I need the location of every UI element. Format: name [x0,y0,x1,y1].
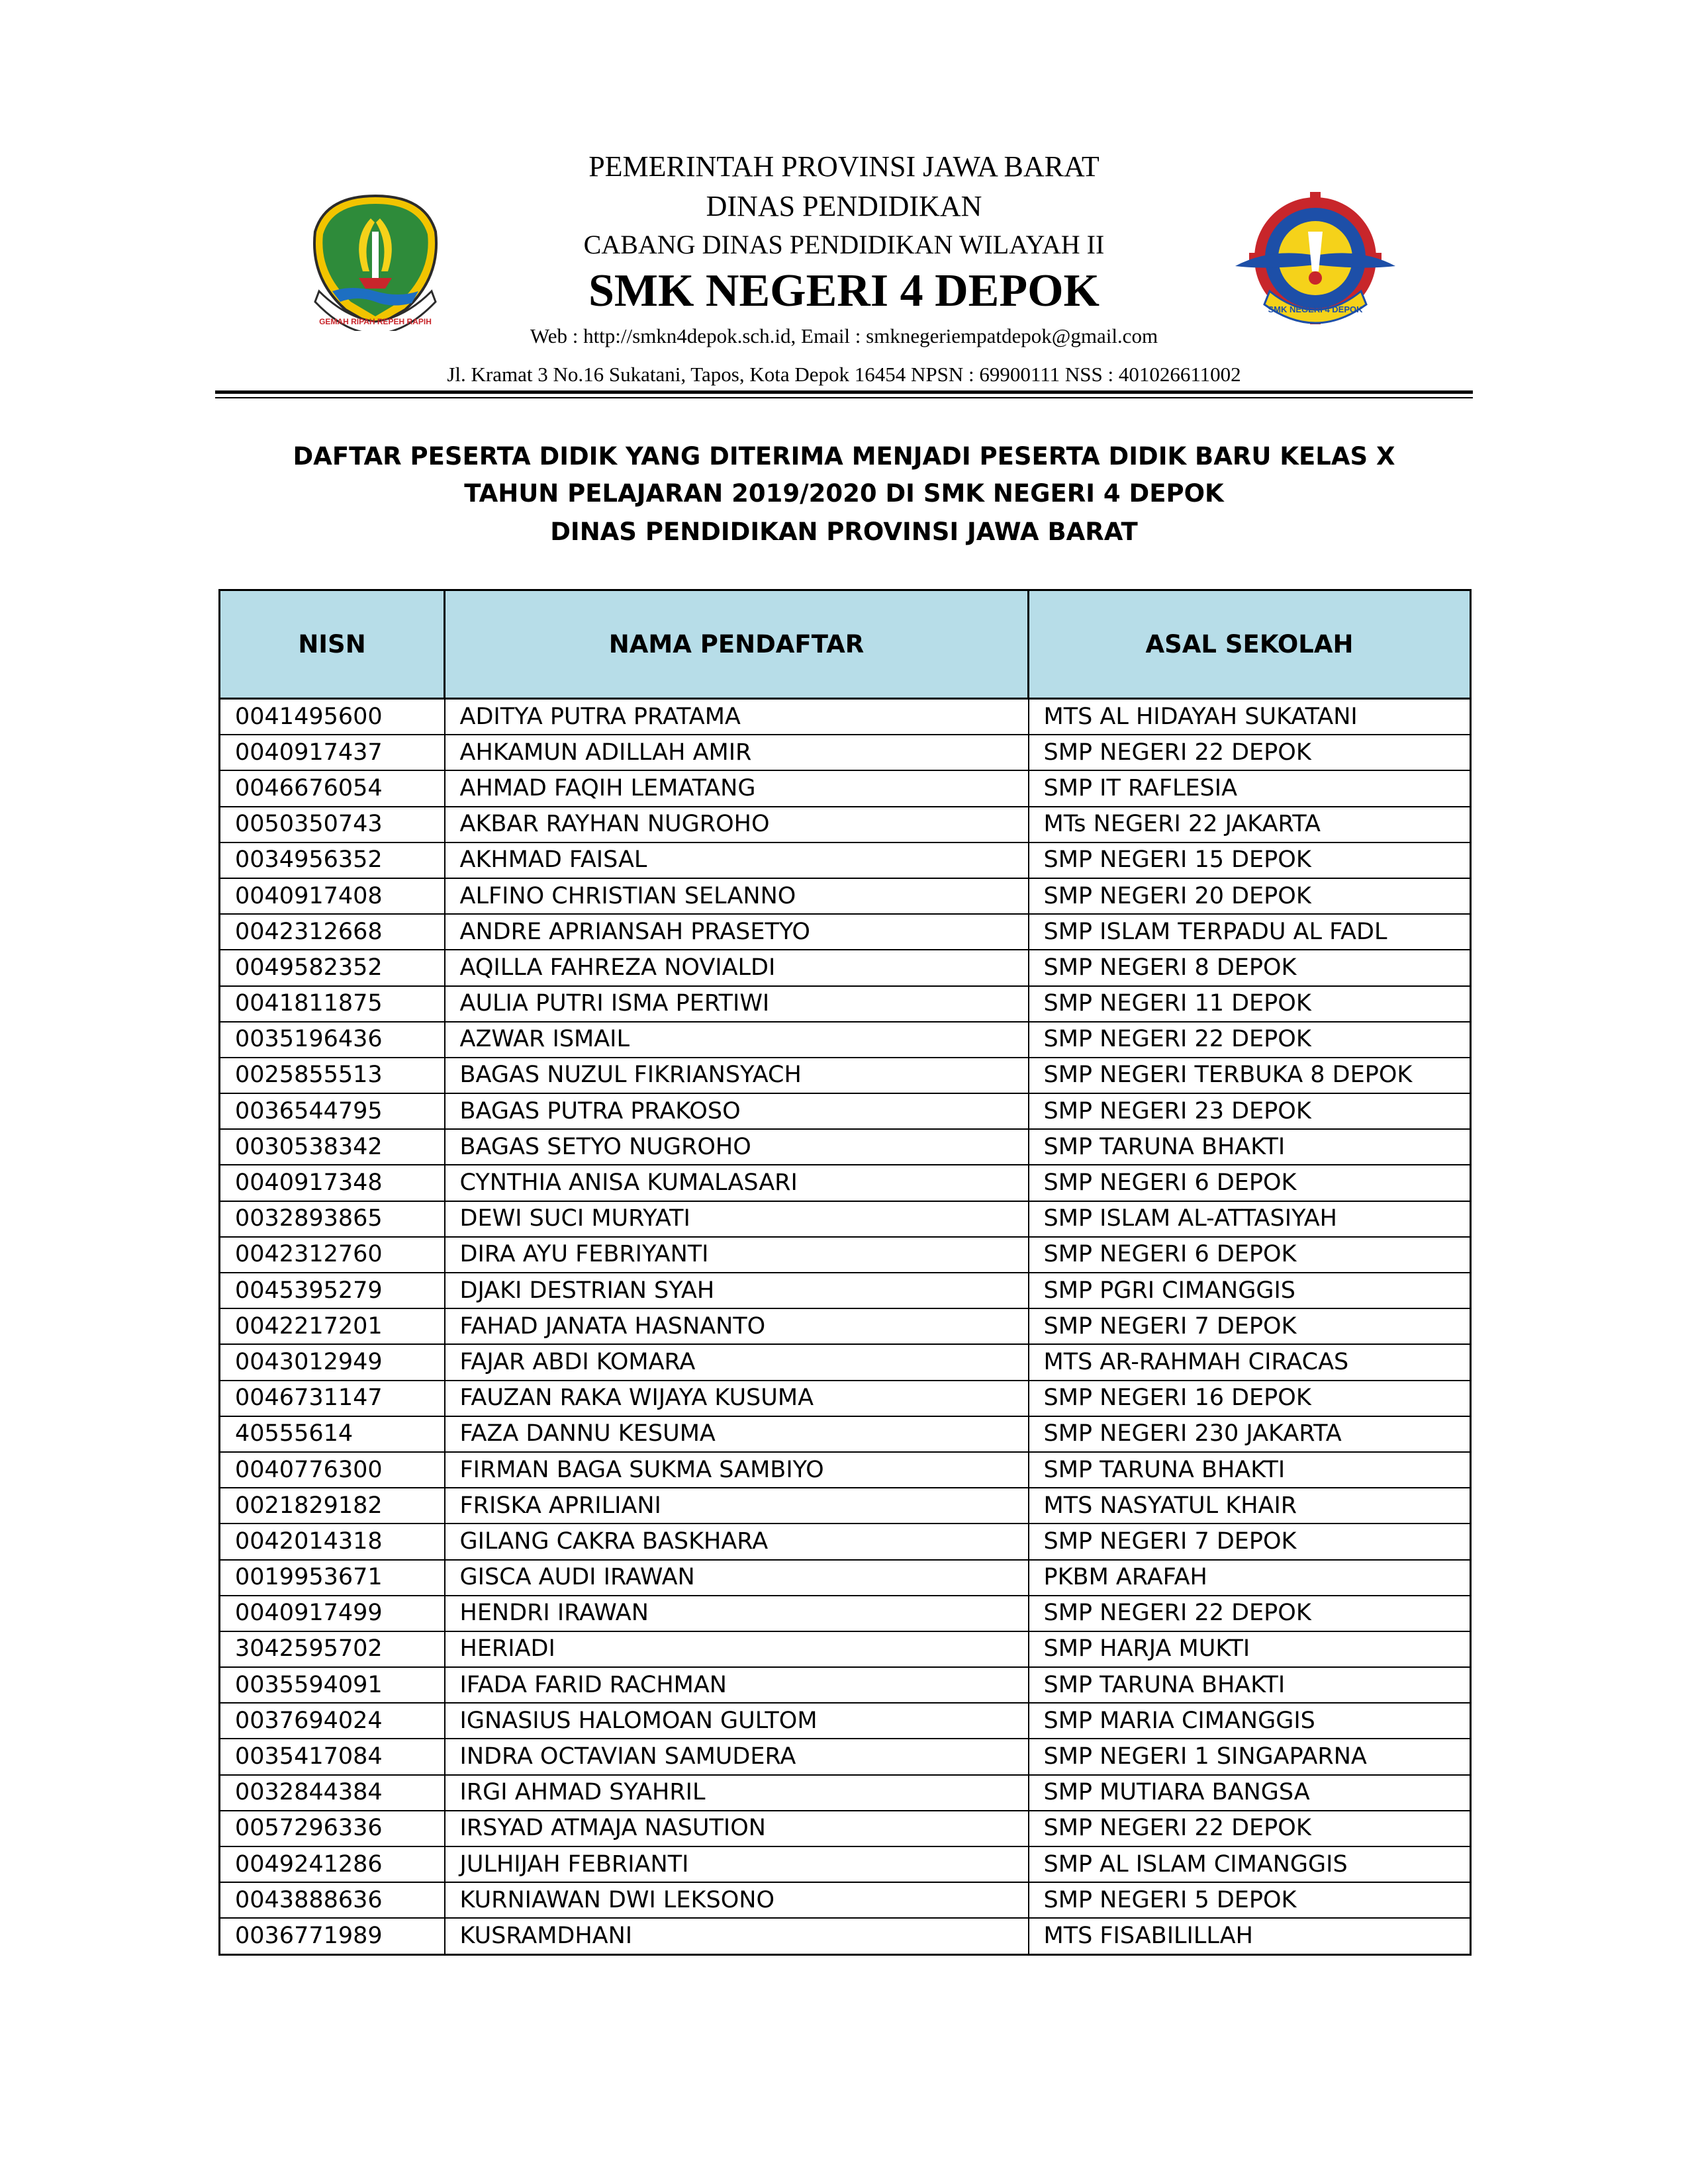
nisn-cell: 0025855513 [220,1058,445,1093]
student-name-cell: IFADA FARID RACHMAN [445,1667,1029,1703]
student-name-cell: DIRA AYU FEBRIYANTI [445,1237,1029,1273]
student-name-cell: CYNTHIA ANISA KUMALASARI [445,1165,1029,1201]
student-name-cell: IRSYAD ATMAJA NASUTION [445,1811,1029,1846]
origin-school-cell: SMP NEGERI 230 JAKARTA [1029,1416,1471,1452]
table-row [220,1846,1471,1882]
document-title-line-2: TAHUN PELAJARAN 2019/2020 DI SMK NEGERI 4 DEPOK [464,479,1224,508]
letterhead-school-name: SMK NEGERI 4 DEPOK [588,265,1100,316]
origin-school-cell: SMP NEGERI 22 DEPOK [1029,1596,1471,1631]
nisn-cell: 0040776300 [220,1452,445,1488]
student-name-cell: GISCA AUDI IRAWAN [445,1560,1029,1596]
left-logo-text: GEMAH RIPAH REPEH RAPIH [319,317,432,326]
letterhead-government: PEMERINTAH PROVINSI JAWA BARAT [588,150,1100,183]
student-name-cell: ALFINO CHRISTIAN SELANNO [445,878,1029,914]
nisn-cell: 0057296336 [220,1811,445,1846]
table-row [220,1201,1471,1237]
nisn-cell: 0046676054 [220,770,445,806]
letterhead-agency: DINAS PENDIDIKAN [706,190,982,222]
table-row [220,770,1471,806]
origin-school-cell: SMP TARUNA BHAKTI [1029,1129,1471,1165]
student-name-cell: INDRA OCTAVIAN SAMUDERA [445,1739,1029,1774]
nisn-cell: 0034956352 [220,842,445,878]
student-name-cell: HENDRI IRAWAN [445,1596,1029,1631]
table-row [220,1165,1471,1201]
origin-school-cell: PKBM ARAFAH [1029,1560,1471,1596]
table-row [220,1058,1471,1093]
origin-school-cell: MTS FISABILILLAH [1029,1918,1471,1954]
column-header-nisn: NISN [220,590,445,699]
origin-school-cell: MTs NEGERI 22 JAKARTA [1029,807,1471,842]
student-name-cell: FAJAR ABDI KOMARA [445,1344,1029,1380]
table-row [220,1667,1471,1703]
student-name-cell: FAUZAN RAKA WIJAYA KUSUMA [445,1381,1029,1416]
student-name-cell: BAGAS SETYO NUGROHO [445,1129,1029,1165]
nisn-cell: 0049241286 [220,1846,445,1882]
table-row [220,1273,1471,1308]
table-row [220,1524,1471,1559]
nisn-cell: 0021829182 [220,1488,445,1524]
origin-school-cell: SMP NEGERI 1 SINGAPARNA [1029,1739,1471,1774]
table-row [220,1882,1471,1918]
nisn-cell: 0035594091 [220,1667,445,1703]
document-title-line-3: DINAS PENDIDIKAN PROVINSI JAWA BARAT [550,518,1138,546]
origin-school-cell: MTS AR-RAHMAH CIRACAS [1029,1344,1471,1380]
table-row [220,1416,1471,1452]
student-name-cell: KUSRAMDHANI [445,1918,1029,1954]
letterhead-address: Jl. Kramat 3 No.16 Sukatani, Tapos, Kota Depok 16454 NPSN : 69900111 NSS : 401026611002 [447,363,1241,386]
student-name-cell: HERIADI [445,1631,1029,1667]
table-row [220,986,1471,1022]
origin-school-cell: SMP MARIA CIMANGGIS [1029,1703,1471,1739]
student-name-cell: AHMAD FAQIH LEMATANG [445,770,1029,806]
nisn-cell: 3042595702 [220,1631,445,1667]
nisn-cell: 0032893865 [220,1201,445,1237]
origin-school-cell: SMP NEGERI 7 DEPOK [1029,1524,1471,1559]
nisn-cell: 0049582352 [220,950,445,985]
table-row [220,1811,1471,1846]
nisn-cell: 0036544795 [220,1093,445,1129]
table-row [220,1237,1471,1273]
nisn-cell: 0043888636 [220,1882,445,1918]
student-name-cell: AULIA PUTRI ISMA PERTIWI [445,986,1029,1022]
student-name-cell: ADITYA PUTRA PRATAMA [445,699,1029,735]
student-name-cell: AKHMAD FAISAL [445,842,1029,878]
student-name-cell: FAHAD JANATA HASNANTO [445,1308,1029,1344]
table-row [220,1560,1471,1596]
student-name-cell: KURNIAWAN DWI LEKSONO [445,1882,1029,1918]
table-row [220,1381,1471,1416]
origin-school-cell: SMP IT RAFLESIA [1029,770,1471,806]
right-logo-text: SMK NEGERI 4 DEPOK [1268,304,1363,314]
table-row [220,1344,1471,1380]
origin-school-cell: SMP ISLAM TERPADU AL FADL [1029,914,1471,950]
nisn-cell: 0032844384 [220,1775,445,1811]
table-row [220,842,1471,878]
nisn-cell: 0037694024 [220,1703,445,1739]
origin-school-cell: MTS AL HIDAYAH SUKATANI [1029,699,1471,735]
student-name-cell: FAZA DANNU KESUMA [445,1416,1029,1452]
nisn-cell: 0040917348 [220,1165,445,1201]
origin-school-cell: SMP PGRI CIMANGGIS [1029,1273,1471,1308]
origin-school-cell: SMP ISLAM AL-ATTASIYAH [1029,1201,1471,1237]
table-row [220,699,1471,735]
student-list-table [218,589,1472,1956]
table-row [220,735,1471,770]
student-name-cell: AZWAR ISMAIL [445,1022,1029,1058]
table-row [220,1918,1471,1954]
letterhead-contact: Web : http://smkn4depok.sch.id, Email : smknegeriempatdepok@gmail.com [530,324,1158,347]
nisn-cell: 0050350743 [220,807,445,842]
table-row [220,914,1471,950]
student-name-cell: FIRMAN BAGA SUKMA SAMBIYO [445,1452,1029,1488]
table-row [220,1308,1471,1344]
nisn-cell: 0042312668 [220,914,445,950]
origin-school-cell: SMP TARUNA BHAKTI [1029,1452,1471,1488]
origin-school-cell: SMP MUTIARA BANGSA [1029,1775,1471,1811]
origin-school-cell: SMP TARUNA BHAKTI [1029,1667,1471,1703]
nisn-cell: 0042217201 [220,1308,445,1344]
table-row [220,1596,1471,1631]
nisn-cell: 0043012949 [220,1344,445,1380]
origin-school-cell: SMP NEGERI 11 DEPOK [1029,986,1471,1022]
nisn-cell: 0035417084 [220,1739,445,1774]
nisn-cell: 0040917437 [220,735,445,770]
origin-school-cell: SMP AL ISLAM CIMANGGIS [1029,1846,1471,1882]
table-row [220,1022,1471,1058]
document-title-line-1: DAFTAR PESERTA DIDIK YANG DITERIMA MENJADI PESERTA DIDIK BARU KELAS X [293,442,1395,471]
nisn-cell: 0041811875 [220,986,445,1022]
student-name-cell: AQILLA FAHREZA NOVIALDI [445,950,1029,985]
letterhead-divider-thick [215,390,1473,394]
letterhead-branch: CABANG DINAS PENDIDIKAN WILAYAH II [583,230,1105,259]
nisn-cell: 0042312760 [220,1237,445,1273]
nisn-cell: 0040917408 [220,878,445,914]
nisn-cell: 0042014318 [220,1524,445,1559]
student-name-cell: DEWI SUCI MURYATI [445,1201,1029,1237]
origin-school-cell: SMP NEGERI 22 DEPOK [1029,1022,1471,1058]
column-header-name: NAMA PENDAFTAR [445,590,1029,699]
student-name-cell: BAGAS NUZUL FIKRIANSYACH [445,1058,1029,1093]
table-row [220,1093,1471,1129]
origin-school-cell: SMP NEGERI 8 DEPOK [1029,950,1471,985]
table-row [220,950,1471,985]
origin-school-cell: SMP NEGERI 22 DEPOK [1029,735,1471,770]
letterhead [0,0,1688,410]
origin-school-cell: SMP NEGERI TERBUKA 8 DEPOK [1029,1058,1471,1093]
student-name-cell: IRGI AHMAD SYAHRIL [445,1775,1029,1811]
nisn-cell: 40555614 [220,1416,445,1452]
nisn-cell: 0041495600 [220,699,445,735]
table-row [220,1631,1471,1667]
origin-school-cell: SMP NEGERI 16 DEPOK [1029,1381,1471,1416]
table-header-row [220,590,1471,699]
student-name-cell: FRISKA APRILIANI [445,1488,1029,1524]
table-row [220,1452,1471,1488]
table-row [220,878,1471,914]
origin-school-cell: SMP NEGERI 23 DEPOK [1029,1093,1471,1129]
column-header-origin-school: ASAL SEKOLAH [1029,590,1471,699]
table-row [220,1488,1471,1524]
table-row [220,1775,1471,1811]
student-name-cell: IGNASIUS HALOMOAN GULTOM [445,1703,1029,1739]
nisn-cell: 0036771989 [220,1918,445,1954]
nisn-cell: 0019953671 [220,1560,445,1596]
origin-school-cell: SMP NEGERI 5 DEPOK [1029,1882,1471,1918]
table-row [220,1129,1471,1165]
student-name-cell: BAGAS PUTRA PRAKOSO [445,1093,1029,1129]
nisn-cell: 0035196436 [220,1022,445,1058]
student-name-cell: ANDRE APRIANSAH PRASETYO [445,914,1029,950]
origin-school-cell: SMP NEGERI 6 DEPOK [1029,1165,1471,1201]
student-name-cell: GILANG CAKRA BASKHARA [445,1524,1029,1559]
origin-school-cell: SMP HARJA MUKTI [1029,1631,1471,1667]
table-row [220,807,1471,842]
origin-school-cell: SMP NEGERI 15 DEPOK [1029,842,1471,878]
table-row [220,1703,1471,1739]
nisn-cell: 0030538342 [220,1129,445,1165]
letterhead-divider-thin [215,397,1473,398]
student-name-cell: JULHIJAH FEBRIANTI [445,1846,1029,1882]
nisn-cell: 0045395279 [220,1273,445,1308]
origin-school-cell: MTS NASYATUL KHAIR [1029,1488,1471,1524]
student-name-cell: DJAKI DESTRIAN SYAH [445,1273,1029,1308]
nisn-cell: 0040917499 [220,1596,445,1631]
origin-school-cell: SMP NEGERI 7 DEPOK [1029,1308,1471,1344]
nisn-cell: 0046731147 [220,1381,445,1416]
table-row [220,1739,1471,1774]
student-name-cell: AHKAMUN ADILLAH AMIR [445,735,1029,770]
student-name-cell: AKBAR RAYHAN NUGROHO [445,807,1029,842]
origin-school-cell: SMP NEGERI 20 DEPOK [1029,878,1471,914]
table-body [220,699,1471,1955]
origin-school-cell: SMP NEGERI 22 DEPOK [1029,1811,1471,1846]
origin-school-cell: SMP NEGERI 6 DEPOK [1029,1237,1471,1273]
